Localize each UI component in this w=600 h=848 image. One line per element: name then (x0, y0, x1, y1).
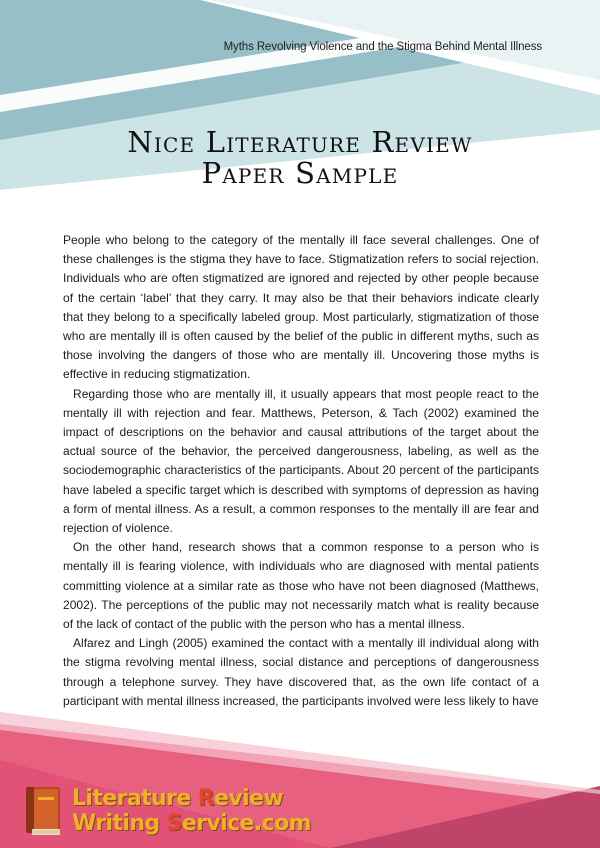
brand-initial: S (166, 811, 182, 836)
paragraph: On the other hand, research shows that a common response to a person who is mentally ill is fearing violence, with individuals who are diagnosed with mental patients committing violence at a similar rate as those who have not been diagnosed (Matthews, 2002). The perceptions of the public may not necessarily match what is reality because of the lack of contact of the public with the person who has a mental illness. (63, 540, 539, 632)
article-body (63, 231, 539, 711)
paragraph: Alfarez and Lingh (2005) examined the contact with a mentally ill individual along with the stigma revolving mental illness, social distance and perceptions of dangerousness through a telephone survey. They have discovered that, as the own life contact of a participant with mental illness increased, the participants involved were less likely to have (63, 636, 539, 708)
brand-line-1 (72, 786, 311, 811)
brand-word: Literature (72, 786, 198, 811)
brand-initial: R (197, 786, 215, 811)
book-icon (22, 785, 64, 837)
paragraph: People who belong to the category of the mentally ill face several challenges. One of these challenges is the stigma they have to face. Stigmatization refers to social rejection. Individuals who are often stigmatized are ignored and rejected by other people because of the certain ‘label’ that they carry. It may also be that their behaviors indicate clearly that they belong to a specifically labeled group. Most particularly, stigmatization of those who are mentally ill is often caused by the belief of the public in different myths, such as those involving the dangers of those who are mentally ill. Uncovering those myths is effective in reducing stigmatization. (63, 233, 539, 382)
brand-word: eview (214, 786, 284, 811)
brand-line-2 (72, 811, 311, 836)
page-title-line-2: Paper Sample (201, 156, 399, 190)
page-title-line-1: Nice Literature Review (127, 125, 473, 159)
brand-word: ervice.com (181, 811, 311, 836)
brand-word: Writing (72, 811, 167, 836)
page-title (0, 127, 600, 189)
brand-name (72, 786, 311, 836)
brand-logo[interactable] (22, 785, 311, 837)
paragraph: Regarding those who are mentally ill, it usually appears that most people react to the mentally ill with rejection and fear. Matthews, Peterson, & Tach (2002) examined the impact of descriptions on the behavior and causal attributions of the target about the actual source of the behavior, the perceived dangerousness, labeling, as well as the sociodemographic characteristics of the participants. About 20 percent of the participants have labeled a specific target which is described with symptoms of depression as having a form of mental illness. As a result, a common responses to the mentally ill are fear and rejection of violence. (63, 386, 539, 536)
running-title: Myths Revolving Violence and the Stigma Behind Mental Illness (223, 41, 542, 53)
